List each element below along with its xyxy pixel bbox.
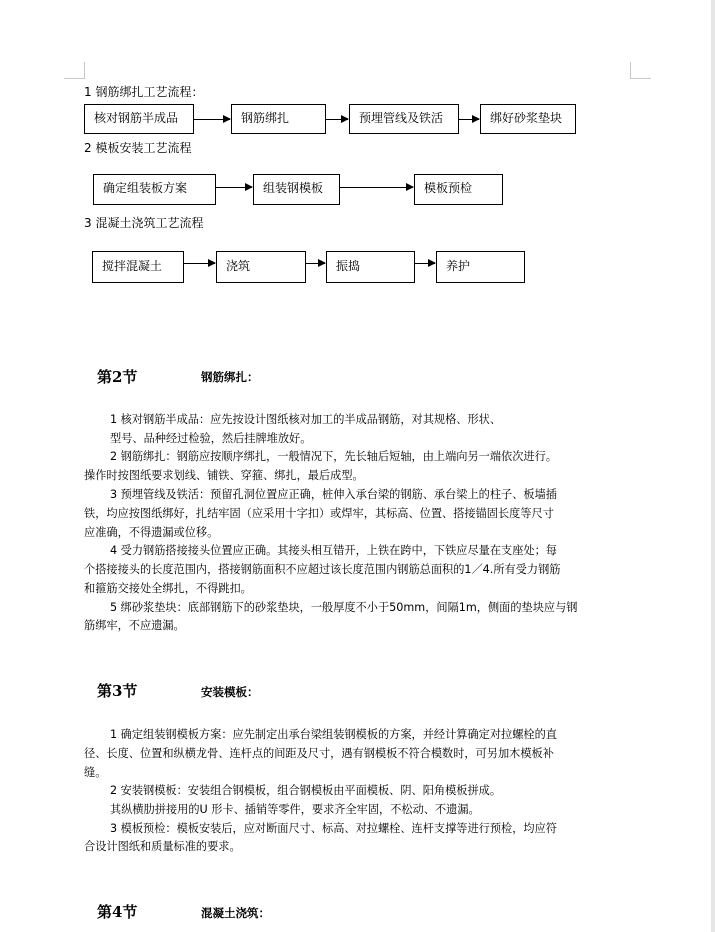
paragraph-line: 3 模板预检：模板安装后，应对断面尺寸、标高、对拉螺栓、连杆支撑等进行预检，均应符 <box>110 822 557 835</box>
arrow-right-icon <box>326 119 348 120</box>
paragraph-line: 径、长度、位置和纵横龙骨、连杆点的间距及尺寸，遇有钢模板不符合模数时，可另加木模板补 <box>84 747 554 760</box>
crop-mark-top-right <box>630 62 651 79</box>
paragraph-line: 和箍筋交接处全绑扎，不得跳扣。 <box>84 582 252 595</box>
flow-title: 3 混凝土浇筑工艺流程 <box>84 216 204 230</box>
paragraph-line: 铁，均应按图纸绑好，扎结牢固（应采用十字扣）或焊牢，其标高、位置、搭接锚固长度等尺寸 <box>84 507 554 520</box>
paragraph-line: 操作时按图纸要求划线、铺铁、穿箍、绑扎，最后成型。 <box>84 469 364 482</box>
section-title: 安装模板： <box>201 685 259 699</box>
flow-step-box: 核对钢筋半成品 <box>84 104 194 134</box>
paragraph-line: 应准确，不得遗漏或位移。 <box>84 526 219 539</box>
paragraph-line: 缝。 <box>84 766 107 779</box>
flow-step-box: 钢筋绑扎 <box>231 104 326 134</box>
paragraph-line: 个搭接接头的长度范围内，搭接钢筋面积不应超过该长度范围内钢筋总面积的1／4.所有受力钢筋 <box>84 563 561 576</box>
paragraph-line: 2 安装钢模板：安装组合钢模板，组合钢模板由平面模板、阴、阳角模板拼成。 <box>110 784 502 797</box>
page-edge <box>711 0 715 932</box>
paragraph-line: 2 钢筋绑扎：钢筋应按顺序绑扎，一般情况下，先长轴后短轴，由上端向另一端依次进行。 <box>110 450 557 463</box>
paragraph-line: 1 核对钢筋半成品：应先按设计图纸核对加工的半成品钢筋，对其规格、形状、 <box>110 413 502 426</box>
section-title: 钢筋绑扎： <box>201 370 259 384</box>
flow-step-box: 养护 <box>436 251 525 283</box>
flow-step-box: 模板预检 <box>414 174 503 205</box>
section-number: 第4节 <box>97 903 138 921</box>
flow-step-box: 确定组装板方案 <box>93 174 216 205</box>
flow-step-box: 组装钢模板 <box>253 174 340 205</box>
paragraph-line: 5 绑砂浆垫块：底部钢筋下的砂浆垫块，一般厚度不小于50mm，间隔1m，侧面的垫块应与钢 <box>110 601 578 614</box>
arrow-right-icon <box>415 263 435 264</box>
section-number: 第3节 <box>97 682 138 700</box>
flow-title: 1 钢筋绑扎工艺流程： <box>84 85 204 99</box>
paragraph-line: 3 预埋管线及铁活：预留孔洞位置应正确，桩伸入承台梁的钢筋、承台梁上的柱子、板墙插 <box>110 488 557 501</box>
flow-title: 2 模板安装工艺流程 <box>84 141 192 155</box>
flow-step-box: 振捣 <box>326 251 415 283</box>
paragraph-line: 4 受力钢筋搭接接头位置应正确。其接头相互错开，上铁在跨中，下铁应尽量在支座处；每 <box>110 544 557 557</box>
arrow-right-icon <box>194 119 230 120</box>
paragraph-line: 1 确定组装钢模板方案：应先制定出承台梁组装钢模板的方案，并经计算确定对拉螺栓的直 <box>110 728 557 741</box>
crop-mark-top-left <box>64 62 85 79</box>
arrow-right-icon <box>340 187 413 188</box>
section-title: 混凝土浇筑： <box>201 906 270 920</box>
flow-step-box: 绑好砂浆垫块 <box>480 104 576 134</box>
flow-step-box: 预埋管线及铁活 <box>349 104 459 134</box>
arrow-right-icon <box>306 263 325 264</box>
arrow-right-icon <box>459 119 479 120</box>
paragraph-line: 合设计图纸和质量标准的要求。 <box>84 840 241 853</box>
paragraph-line: 型号、品种经过检验，然后挂牌堆放好。 <box>110 432 312 445</box>
paragraph-line: 筋绑牢，不应遗漏。 <box>84 619 185 632</box>
paragraph-line: 其纵横肋拼接用的U 形卡、插销等零件，要求齐全牢固，不松动、不遗漏。 <box>110 803 480 816</box>
section-number: 第2节 <box>97 368 138 386</box>
arrow-right-icon <box>184 263 215 264</box>
arrow-right-icon <box>216 187 252 188</box>
flow-step-box: 浇筑 <box>216 251 306 283</box>
flow-step-box: 搅拌混凝土 <box>92 251 184 283</box>
